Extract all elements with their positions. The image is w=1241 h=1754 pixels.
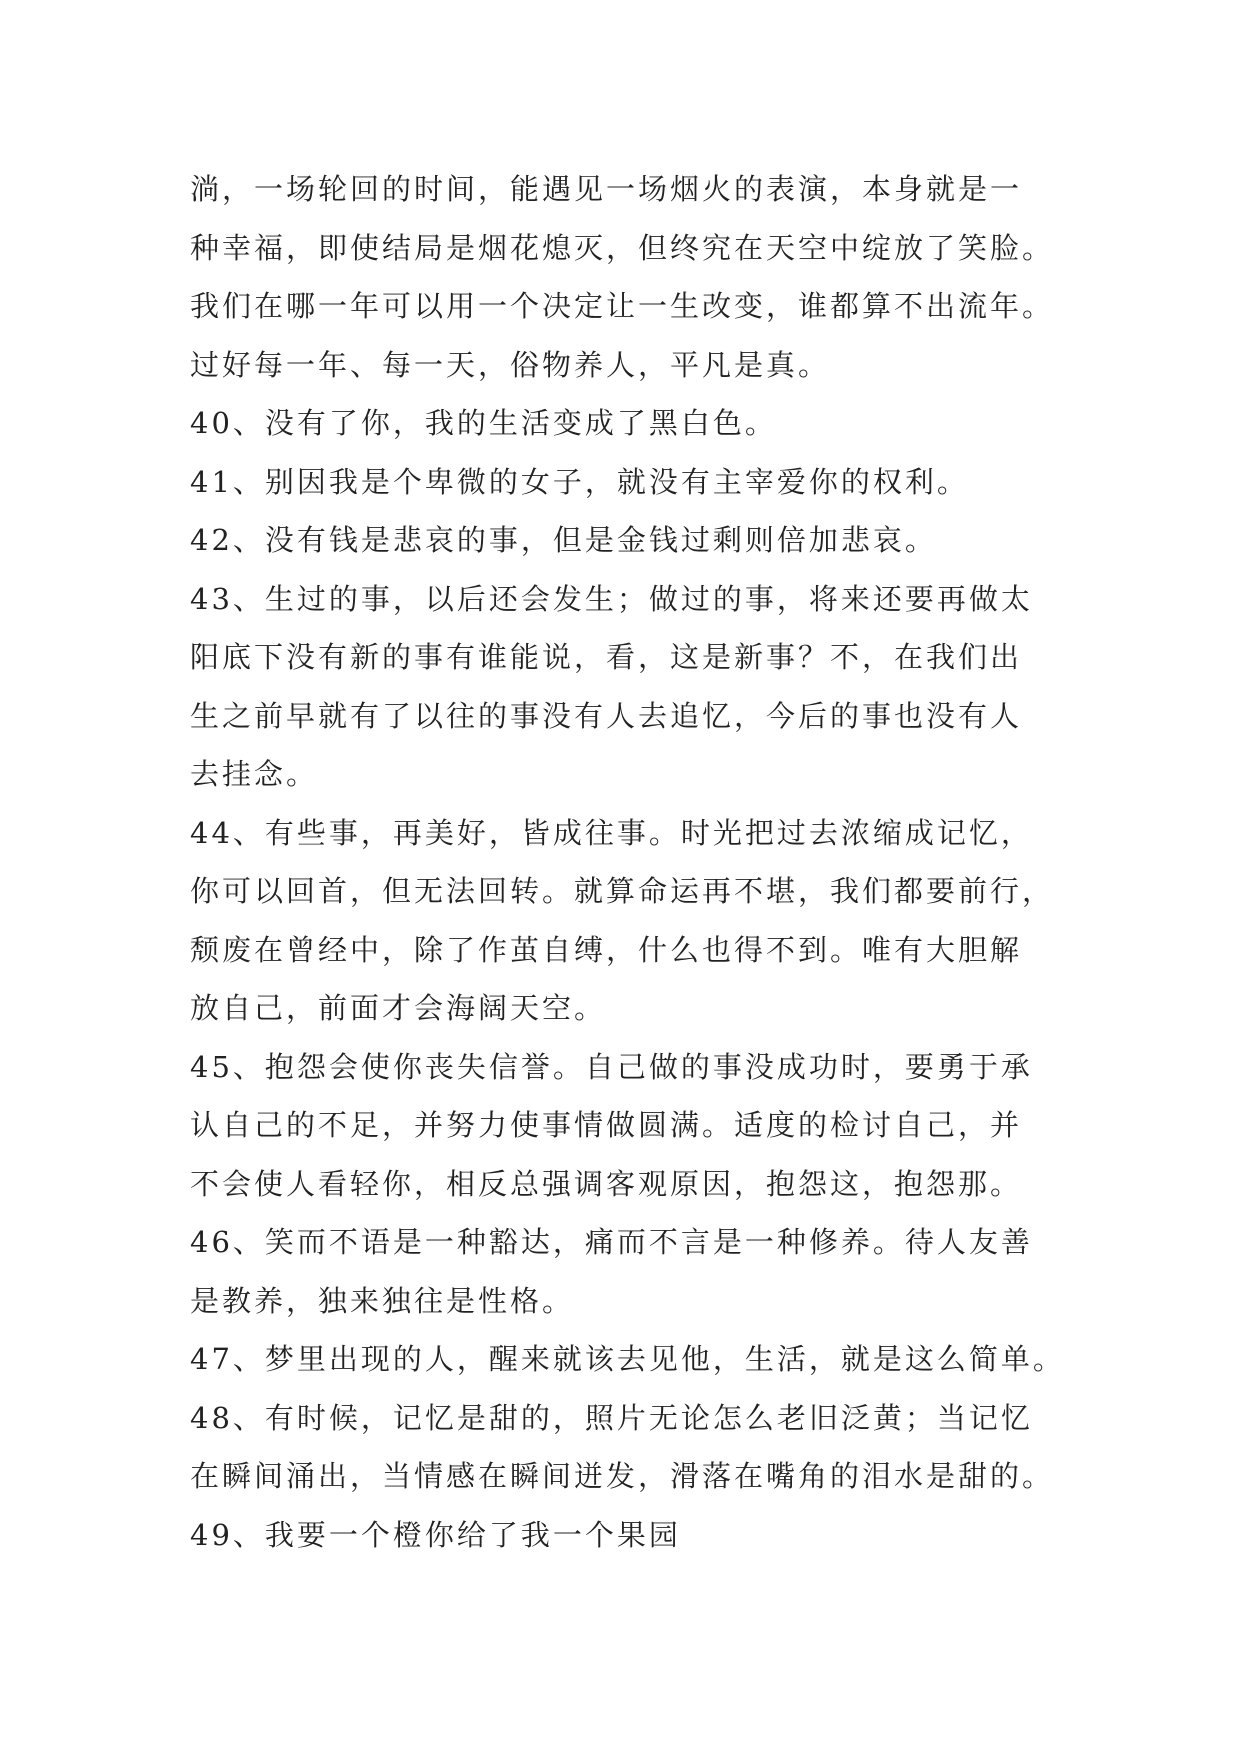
text-line: 颓废在曾经中，除了作茧自缚，什么也得不到。唯有大胆解	[190, 932, 1023, 967]
text-line: 40、没有了你，我的生活变成了黑白色。	[190, 406, 777, 440]
text-line: 46、笑而不语是一种豁达，痛而不言是一种修养。待人友善	[190, 1225, 1033, 1259]
text-line: 43、生过的事，以后还会发生；做过的事，将来还要再做太	[190, 581, 1033, 616]
text-line: 48、有时候，记忆是甜的，照片无论怎么老旧泛黄；当记忆	[190, 1400, 1033, 1435]
text-line: 41、别因我是个卑微的女子，就没有主宰爱你的权利。	[190, 464, 969, 499]
text-line: 去挂念。	[190, 757, 319, 791]
text-line: 我们在哪一年可以用一个决定让一生改变，谁都算不出流年。	[190, 289, 1055, 323]
text-line: 放自己，前面才会海阔天空。	[190, 991, 607, 1025]
text-line: 你可以回首，但无法回转。就算命运再不堪，我们都要前行，	[190, 874, 1055, 908]
text-line: 过好每一年、每一天，俗物养人，平凡是真。	[190, 347, 831, 382]
text-line: 种幸福，即使结局是烟花熄灭，但终究在天空中绽放了笑脸。	[190, 230, 1055, 265]
text-line: 不会使人看轻你，相反总强调客观原因，抱怨这，抱怨那。	[190, 1166, 1023, 1201]
text-line: 认自己的不足，并努力使事情做圆满。适度的检讨自己，并	[190, 1108, 1023, 1142]
text-line: 生之前早就有了以往的事没有人去追忆，今后的事也没有人	[190, 698, 1023, 733]
document-body	[190, 160, 1110, 1564]
text-line: 49、我要一个橙你给了我一个果园	[190, 1517, 681, 1552]
text-line: 阳底下没有新的事有谁能说，看，这是新事？不，在我们出	[190, 640, 1023, 674]
text-line: 在瞬间涌出，当情感在瞬间迸发，滑落在嘴角的泪水是甜的。	[190, 1459, 1055, 1493]
text-line: 淌，一场轮回的时间，能遇见一场烟火的表演，本身就是一	[190, 172, 1023, 206]
text-line: 44、有些事，再美好，皆成往事。时光把过去浓缩成记忆，	[190, 815, 1033, 850]
text-line: 是教养，独来独往是性格。	[190, 1283, 575, 1318]
text-line: 42、没有钱是悲哀的事，但是金钱过剩则倍加悲哀。	[190, 523, 937, 557]
text-line: 47、梦里出现的人，醒来就该去见他，生活，就是这么简单。	[190, 1342, 1065, 1376]
text-line: 45、抱怨会使你丧失信誉。自己做的事没成功时，要勇于承	[190, 1049, 1033, 1084]
